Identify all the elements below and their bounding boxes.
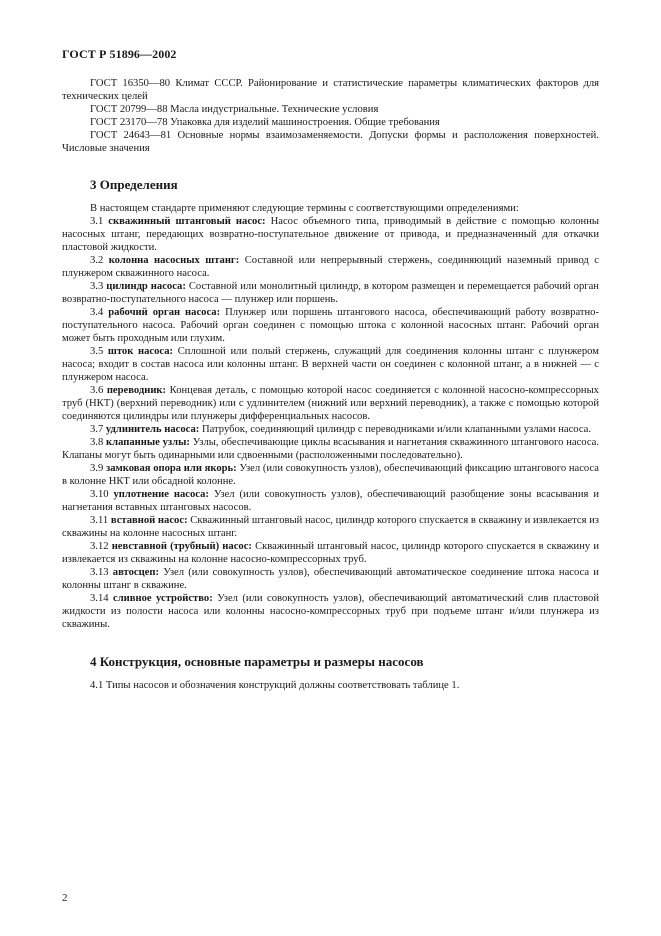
definition-text: Узлы, обеспечивающие циклы всасывания и нагнетания скважинного штангового насоса. Клапаны могут быть одинарными или сдвоенными (расположенными последовательно).	[62, 437, 600, 461]
definition-text: Насос объемного типа, приводимый в действие с помощью колонны насосных штанг, передающих возвратно-поступательное движение от привода, и предназначенный для откачки пластовой жидкости.	[62, 216, 599, 253]
definition-3-4	[62, 306, 599, 345]
definition-3-1	[62, 215, 599, 254]
section-4-paragraph: 4.1 Типы насосов и обозначения конструкций должны соответствовать таблице 1.	[90, 680, 460, 691]
document-header: ГОСТ Р 51896—2002	[62, 47, 177, 61]
definition-text: Скважинный штанговый насос, цилиндр которого спускается в скважину и извлекается из скважины на колонне насосно-компрессорных труб.	[62, 541, 599, 565]
definition-text: Плунжер или поршень штангового насоса, обеспечивающий работу возвратно-поступательного насоса. Рабочий орган соединен с помощью штока с колонной насосных штанг. Рабочий орган может быть проходным или глухим.	[62, 307, 599, 344]
reference-gost-20799: ГОСТ 20799—88 Масла индустриальные. Технические условия	[90, 104, 379, 115]
definition-3-10	[62, 488, 599, 514]
definition-3-14	[62, 592, 599, 631]
definition-term: скважинный штанговый насос:	[108, 216, 266, 227]
section-4-heading: 4 Конструкция, основные параметры и размеры насосов	[90, 654, 424, 669]
reference-gost-23170: ГОСТ 23170—78 Упаковка для изделий машиностроения. Общие требования	[90, 117, 440, 128]
definition-number: 3.11	[90, 515, 109, 526]
definition-text: Узел (или совокупность узлов), обеспечивающий фиксацию штангового насоса в колонне НКТ или обсадной колонне.	[62, 463, 600, 487]
definition-number: 3.13	[90, 567, 109, 578]
reference-gost-24643: ГОСТ 24643—81 Основные нормы взаимозаменяемости. Допуски формы и расположения поверхностей. Числовые значения	[62, 130, 599, 154]
definition-number: 3.2	[90, 255, 104, 266]
definition-3-2	[62, 254, 599, 280]
definition-text: Составной или непрерывный стержень, соединяющий наземный привод с плунжером скважинного насоса.	[62, 255, 599, 279]
definition-term: автосцеп:	[112, 567, 160, 578]
definition-number: 3.8	[90, 437, 104, 448]
definition-3-7	[62, 423, 599, 436]
page-content	[62, 77, 599, 692]
definition-term: сливное устройство:	[113, 593, 213, 604]
page-number: 2	[62, 892, 68, 904]
section-3-heading: 3 Определения	[90, 177, 178, 192]
definition-text: Составной или монолитный цилиндр, в котором размещен и перемещается рабочий орган возвратно-поступательного насоса — плунжер или поршень.	[62, 281, 599, 305]
definition-number: 3.12	[90, 541, 109, 552]
definition-term: невставной (трубный) насос:	[111, 541, 252, 552]
definition-term: уплотнение насоса:	[113, 489, 209, 500]
definition-number: 3.4	[90, 307, 104, 318]
definition-3-5	[62, 345, 599, 384]
reference-gost-16350: ГОСТ 16350—80 Климат СССР. Районирование и статистические параметры климатических факторов для технических целей	[62, 78, 599, 102]
definition-text: Узел (или совокупность узлов), обеспечивающий автоматический слив пластовой жидкости из полости насоса или колонны насосно-компрессорных труб при подъеме штанг и/или плунжера из скважины.	[62, 593, 599, 630]
definition-3-6	[62, 384, 599, 423]
definition-number: 3.3	[90, 281, 104, 292]
definition-term: переводник:	[106, 385, 167, 396]
definition-number: 3.14	[90, 593, 109, 604]
definition-text: Сплошной или полый стержень, служащий для соединения колонны штанг с плунжером насоса; входит в состав насоса или колонны штанг. В верхней части он соединен с колонной штанг, а в нижней — с плунжером насоса.	[62, 346, 599, 383]
definition-text: Узел (или совокупность узлов), обеспечивающий разобщение зоны всасывания и нагнетания вставных штанговых насосов.	[62, 489, 599, 513]
definition-3-11	[62, 514, 599, 540]
definition-3-12	[62, 540, 599, 566]
definition-3-9	[62, 462, 599, 488]
definition-text: Узел (или совокупность узлов), обеспечивающий автоматическое соединение штока насоса и колонны штанг в скважине.	[62, 567, 599, 591]
definition-3-3	[62, 280, 599, 306]
definition-term: рабочий орган насоса:	[108, 307, 221, 318]
definition-3-8	[62, 436, 599, 462]
definition-number: 3.7	[90, 424, 104, 435]
definition-number: 3.1	[90, 216, 104, 227]
definition-text: Концевая деталь, с помощью которой насос соединяется с колонной насосно-компрессорных труб (НКТ) (верхний переводник) или с удлинителем (нижний или верхний переводник), а также с помощью которой соединяются цилиндры или плунжеры дифференциальных насосов.	[62, 385, 599, 422]
definition-term: колонна насосных штанг:	[108, 255, 240, 266]
definition-3-13	[62, 566, 599, 592]
definition-text: Патрубок, соединяющий цилиндр с переводниками и/или клапанными узлами насоса.	[201, 424, 592, 435]
definition-number: 3.6	[90, 385, 104, 396]
definition-term: вставной насос:	[110, 515, 188, 526]
definition-text: Скважинный штанговый насос, цилиндр которого спускается в скважину и извлекается из скважины на колонне насосных штанг.	[62, 515, 599, 539]
definition-term: клапанные узлы:	[106, 437, 190, 448]
section-3-intro: В настоящем стандарте применяют следующие термины с соответствующими определениями:	[90, 203, 519, 214]
definition-number: 3.10	[90, 489, 109, 500]
definition-term: цилиндр насоса:	[106, 281, 186, 292]
definition-term: замковая опора или якорь:	[105, 463, 237, 474]
definition-term: удлинитель насоса:	[105, 424, 200, 435]
definition-number: 3.5	[90, 346, 104, 357]
definition-term: шток насоса:	[107, 346, 174, 357]
definition-number: 3.9	[90, 463, 104, 474]
